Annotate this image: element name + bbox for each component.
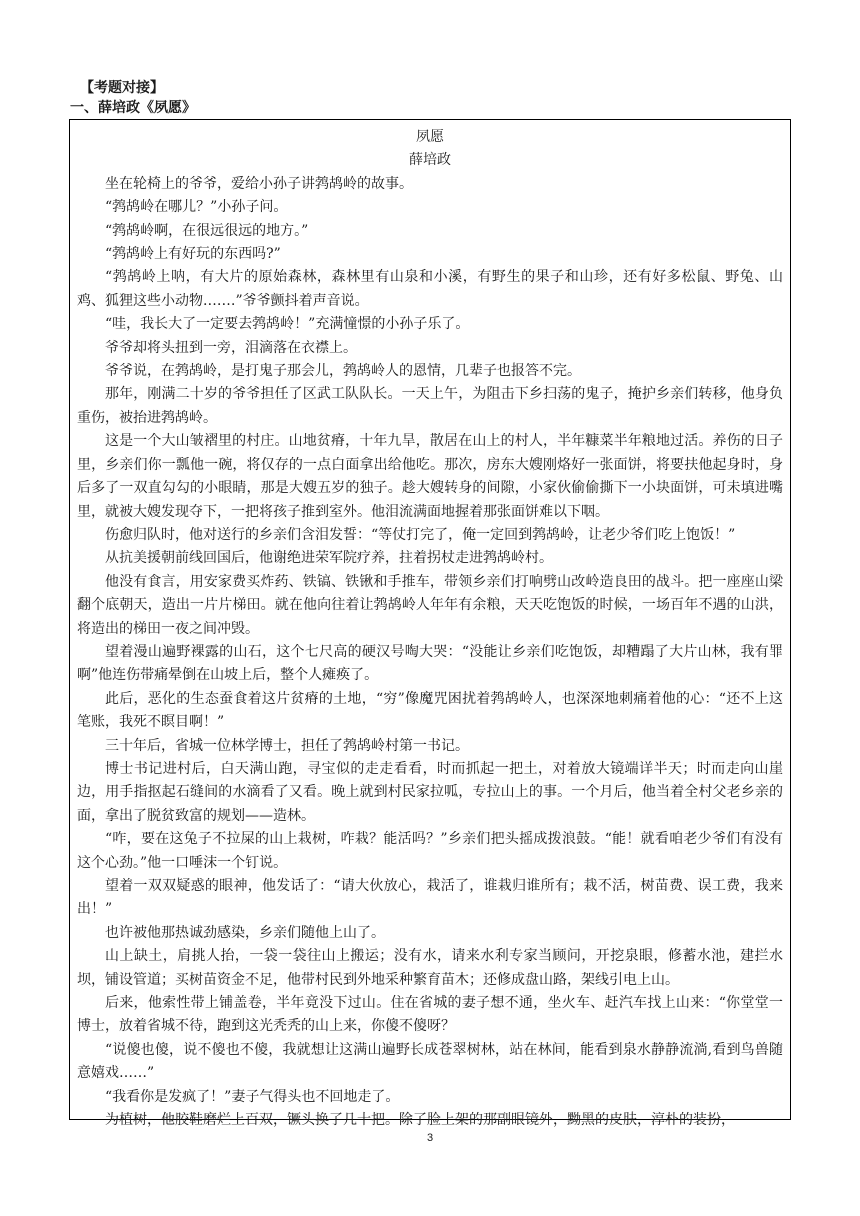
article-paragraph: 后来，他索性带上铺盖卷，半年竟没下过山。住在省城的妻子想不通，坐火车、赶汽车找上山来：“你堂堂一博士，放着省城不待，跑到这光秃秃的山上来，你傻不傻呀？ — [77, 995, 783, 1035]
article-paragraph: “鹁鸪岭啊，在很远很远的地方。” — [105, 222, 309, 239]
article-paragraph: 他没有食言，用安家费买炸药、铁镐、铁锹和手推车，带领乡亲们打响劈山改岭造良田的战斗。把一座座山梁翻个底朝天，造出一片片梯田。就在他向往着让鹁鸪岭人年年有余粮，天天吃饱饭的时候，一场百年不遇的山洪，将造出的梯田一夜之间冲毁。 — [77, 573, 783, 637]
article-paragraph: 三十年后，省城一位林学博士，担任了鹁鸪岭村第一书记。 — [105, 737, 469, 754]
article-paragraph: “鹁鸪岭上呐，有大片的原始森林，森林里有山泉和小溪，有野生的果子和山珍，还有好多松鼠、野兔、山鸡、狐狸这些小动物.……”爷爷颤抖着声音说。 — [77, 269, 783, 309]
article-paragraph: 坐在轮椅上的爷爷，爱给小孙子讲鹁鸪岭的故事。 — [105, 175, 413, 192]
article-paragraph: 山上缺土，肩挑人抬，一袋一袋往山上搬运；没有水，请来水利专家当顾问，开挖泉眼，修蓄水池，建拦水坝，铺设管道；买树苗资金不足，他带村民到外地采种繁育苗木；还修成盘山路，架线引电上山。 — [77, 948, 783, 988]
article-paragraph: 也许被他那热诚劲感染，乡亲们随他上山了。 — [105, 924, 385, 941]
article-content — [70, 120, 790, 1132]
article-paragraph: 伤愈归队时，他对送行的乡亲们含泪发誓：“等仗打完了，俺一定回到鹁鸪岭，让老少爷们吃上饱饭！” — [105, 526, 736, 543]
article-paragraph: 为植树，他胶鞋磨烂上百双，镢头换了几十把。除了脸上架的那副眼镜外，黝黑的皮肤，淳朴的装扮， — [105, 1112, 735, 1129]
article-paragraph: “鹁鸪岭在哪儿？”小孙子问。 — [105, 199, 288, 216]
article-paragraph: “说傻也傻，说不傻也不傻，我就想让这满山遍野长成苍翠树林，站在林间，能看到泉水静静流淌,看到鸟兽随意嬉戏……” — [77, 1041, 783, 1082]
article-paragraph: 爷爷却将头扭到一旁，泪滴落在衣襟上。 — [105, 339, 357, 356]
article-paragraph: 从抗美援朝前线回国后，他谢绝进荣军院疗养，拄着拐杖走进鹁鸪岭村。 — [105, 550, 553, 567]
article-paragraph: “哇，我长大了一定要去鹁鸪岭！”充满憧憬的小孙子乐了。 — [105, 316, 470, 333]
article-paragraph: 望着漫山遍野裸露的山石，这个七尺高的硬汉号啕大哭：“没能让乡亲们吃饱饭，却糟蹋了大片山林，我有罪啊”他连伤带痛晕倒在山坡上后，整个人瘫痪了。 — [77, 643, 783, 684]
section-heading: 【考题对接】 — [80, 80, 164, 96]
article-paragraph: 这是一个大山皱褶里的村庄。山地贫瘠，十年九旱，散居在山上的村人，半年糠菜半年粮地过活。养伤的日子里，乡亲们你一瓢他一碗，将仅存的一点白面拿出给他吃。那次，房东大嫂刚烙好一张面饼，将要扶他起身时，身后多了一双直勾勾的小眼睛，那是大嫂五岁的独子。趁大嫂转身的间隙，小家伙偷偷撕下一小块面饼，可未填进嘴里，就被大嫂发现夺下，一把将孩子推到室外。他泪流满面地握着那张面饼难以下咽。 — [77, 433, 783, 520]
article-paragraph: 爷爷说，在鹁鸪岭，是打鬼子那会儿，鹁鸪岭人的恩情，几辈子也报答不完。 — [105, 363, 581, 380]
article-paragraph: “我看你是发疯了！”妻子气得头也不回地走了。 — [105, 1088, 400, 1105]
article-paragraph: 博士书记进村后，白天满山跑，寻宝似的走走看看，时而抓起一把土，对着放大镜端详半天；时而走向山崖边，用手指抠起石缝间的水滴看了又看。晚上就到村民家拉呱，专拉山上的事。一个月后，他当着全村父老乡亲的面，拿出了脱贫致富的规划——造林。 — [77, 760, 783, 824]
page-number: 3 — [426, 1132, 434, 1144]
article-author: 薛培政 — [409, 152, 451, 169]
article-paragraph: 那年，刚满二十岁的爷爷担任了区武工队队长。一天上午，为阻击下乡扫荡的鬼子，掩护乡亲们转移，他身负重伤，被抬进鹁鸪岭。 — [77, 386, 783, 426]
article-body — [77, 173, 783, 1133]
article-paragraph: “鹁鸪岭上有好玩的东西吗?” — [105, 246, 281, 263]
article-subtitle: 一、薛培政《夙愿》 — [70, 100, 196, 116]
article-paragraph: 此后，恶化的生态蚕食着这片贫瘠的土地，“穷”像魔咒困扰着鹁鸪岭人，也深深地刺痛着他的心：“还不上这笔账，我死不瞑目啊！” — [77, 690, 783, 731]
article-paragraph: 望着一双双疑惑的眼神，他发话了：“请大伙放心，栽活了，谁栽归谁所有；栽不活，树苗费、误工费，我来出！” — [77, 878, 783, 918]
article-box — [69, 119, 791, 1129]
article-title: 夙愿 — [416, 129, 444, 145]
article-paragraph: “咋，要在这兔子不拉屎的山上栽树，咋栽？能活吗？”乡亲们把头摇成拨浪鼓。“能！就看咱老少爷们有没有这个心劲。”他一口唾沫一个钉说。 — [77, 831, 783, 871]
